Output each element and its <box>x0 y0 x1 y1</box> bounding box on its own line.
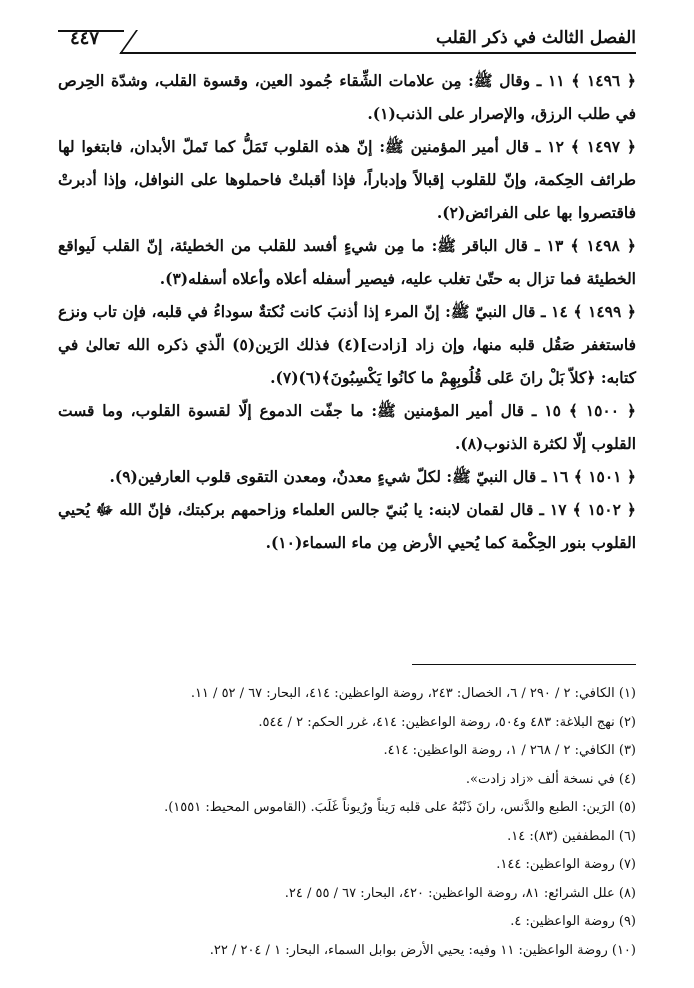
hadith-entry <box>58 394 636 460</box>
entry-number: ﴿ ١٤٩٦ ﴾ <box>571 71 636 90</box>
footnote: (٩) روضة الواعظين: ٤. <box>510 914 636 929</box>
entry-text: ١٧ ـ قال لقمان لابنه: يا بُنيّ جالس العلماء وزاحمهم بركبتك، فإنّ الله ﷻ يُحيي القلوب بنور الحِكْمة كما يُحيي الأرض مِن ماء السماء(١٠). <box>58 500 636 552</box>
footnote: (٣) الكافي: ٢ / ٢٦٨ / ١، روضة الواعظين: ٤١٤. <box>383 743 636 758</box>
page-number: ٤٤٧ <box>70 28 100 49</box>
hadith-entry <box>58 64 636 130</box>
entry-text: ١٢ ـ قال أمير المؤمنين ﷺ: إنّ هذه القلوب تَمَلُّ كما تَملّ الأبدان، فابتغوا لها طرائف الحِكمة، وإنّ للقلوب إقبالاً وإدباراً، فإذا أقبلتْ فاحملوها على النوافل، وإذا أدبرتْ فاقتصروا بها على الفرائض(٢). <box>58 137 636 222</box>
footnote: (٨) علل الشرائع: ٨١، روضة الواعظين: ٤٢٠، البحار: ٦٧ / ٥٥ / ٢٤. <box>284 885 636 901</box>
footnote-separator <box>412 664 636 665</box>
footnote: (٤) في نسخة ألف «زاد زادت». <box>465 771 636 787</box>
footnote: (٥) الرَين: الطبع والدَّنس، رانَ ذَنْبُهُ على قلبه رَيناً ورُيوناً غَلَبَ. (القاموس المحيط: ١٥٥١). <box>164 800 636 815</box>
entry-number: ﴿ ١٤٩٧ ﴾ <box>570 137 637 156</box>
entry-text: ١٥ ـ قال أمير المؤمنين ﷺ: ما جفّت الدموع إلّا لقسوة القلوب، وما قست القلوب إلّا لكثرة الذنوب(٨). <box>58 401 636 453</box>
entry-number: ﴿ ١٥٠٠ ﴾ <box>568 401 637 420</box>
entry-number: ﴿ ١٤٩٩ ﴾ <box>573 302 636 321</box>
footnote: (١) الكافي: ٢ / ٢٩٠ / ٦، الخصال: ٢٤٣، روضة الواعظين: ٤١٤، البحار: ٦٧ / ٥٢ / ١١. <box>190 686 636 701</box>
hadith-entry <box>58 460 636 493</box>
entry-text: ١٣ ـ قال الباقر ﷺ: ما مِن شيءٍ أفسد للقلب من الخطيئة، إنّ القلب لَيواقع الخطيئة فما تزال به حتّىٰ تغلب عليه، فيصير أسفله أعلاه وأعلاه أسفله(٣). <box>58 236 636 288</box>
hadith-entry <box>58 493 636 559</box>
hadith-entry <box>58 229 636 295</box>
footnote: (٦) المطففين (٨٣): ١٤. <box>507 828 636 844</box>
entry-number: ﴿ ١٥٠٢ ﴾ <box>572 500 636 519</box>
hadith-entry <box>58 295 636 394</box>
footnote: (١٠) روضة الواعظين: ١١ وفيه: يحيي الأرض بوابل السماء، البحار: ١ / ٢٠٤ / ٢٢. <box>209 942 636 958</box>
footnote: (٢) نهج البلاغة: ٤٨٣ و٥٠٤، روضة الواعظين: ٤١٤، غرر الحكم: ٢ / ٥٤٤. <box>258 714 636 730</box>
entry-text: ١٦ ـ قال النبيّ ﷺ: لكلّ شيءٍ معدنٌ، ومعدن التقوى قلوب العارفين(٩). <box>109 467 569 486</box>
page-number-tab <box>58 30 124 56</box>
entry-text: ١١ ـ وقال ﷺ: مِن علامات الشِّقاء جُمود العين، وقسوة القلب، وشدّة الحِرص في طلب الرزق، والإصرار على الذنب(١). <box>58 71 636 123</box>
main-text <box>58 64 636 559</box>
entry-number: ﴿ ١٤٩٨ ﴾ <box>570 236 636 255</box>
footnote: (٧) روضة الواعظين: ١٤٤. <box>496 857 636 872</box>
header-rule <box>120 52 636 54</box>
hadith-entry <box>58 130 636 229</box>
footnotes <box>58 680 636 965</box>
page-header <box>58 22 636 58</box>
chapter-title: الفصل الثالث في ذكر القلب <box>435 28 636 48</box>
entry-number: ﴿ ١٥٠١ ﴾ <box>573 467 636 486</box>
entry-text: ١٤ ـ قال النبيّ ﷺ: إنّ المرء إذا أذنبَ كانت نُكتةٌ سوداءُ في قلبه، فإن تاب ونزع فاستغفر صَقُل قلبه منها، وإن زاد [زادت](٤) فذلك الرَين(٥) الّذي ذكره الله تعالىٰ في كتابه: ﴿كلاّ بَلْ رانَ عَلى قُلُوبِهِمْ ما كانُوا يَكْسِبُونَ﴾(٦)(٧). <box>58 302 636 387</box>
